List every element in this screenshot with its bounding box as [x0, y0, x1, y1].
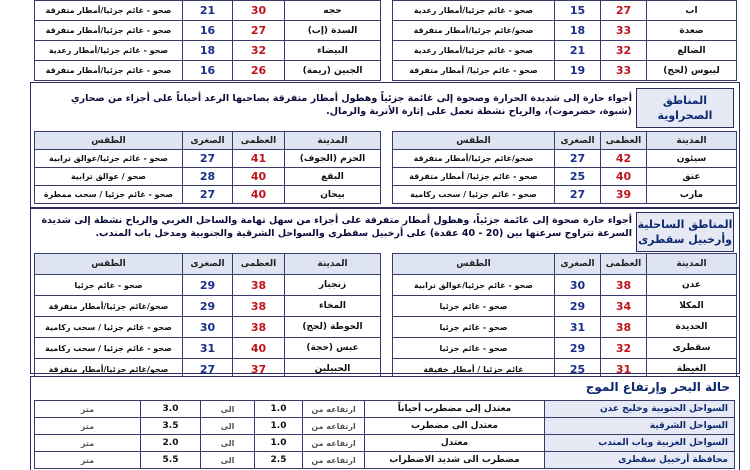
high-temp-cell: 32 [601, 41, 647, 61]
weather-cell: صحو/غائم جزئيا/أمطار متفرقة [35, 359, 183, 380]
low-header: الصغرى [555, 254, 601, 275]
table-row [393, 150, 737, 168]
city-cell: الضالع [647, 41, 737, 61]
sea-state-cell: معتدل إلى مضطرب أحياناً [365, 401, 545, 418]
table-row [35, 186, 381, 204]
sea-to-label: الى [201, 435, 255, 452]
weather-cell: صحو - غائم جزئيا / سحب ركامية [35, 317, 183, 338]
high-header: العظمى [233, 132, 285, 150]
weather-header: الطقس [35, 254, 183, 275]
table-row [35, 21, 381, 41]
weather-cell: صحو - غائم جزئيا/عوالق ترابية [393, 275, 555, 296]
table-row [35, 275, 381, 296]
table-row [393, 168, 737, 186]
table-row [35, 317, 381, 338]
high-temp-cell: 33 [601, 61, 647, 81]
city-header: المدينة [647, 132, 737, 150]
sea-from-value: 2.5 [255, 452, 303, 469]
table-row [35, 1, 381, 21]
low-header: الصغرى [183, 254, 233, 275]
weather-cell: صحو - غائم جزئيا / سحب ممطرة [35, 186, 183, 204]
table-row [393, 296, 737, 317]
city-cell: بيحان [285, 186, 381, 204]
weather-cell: صحو / عوالق ترابية [35, 168, 183, 186]
low-temp-cell: 15 [555, 1, 601, 21]
city-cell: عدن [647, 275, 737, 296]
high-temp-cell: 33 [601, 21, 647, 41]
sea-title: حالة البحر وإرتفاع الموج [585, 380, 730, 394]
city-cell: البيضاء [285, 41, 381, 61]
coastal-right-table [392, 253, 737, 380]
header-row [35, 132, 381, 150]
high-temp-cell: 38 [233, 275, 285, 296]
weather-cell: صحو - غائم جزئيا [393, 338, 555, 359]
weather-cell: صحو - غائم جزئيا/عوالق ترابية [35, 150, 183, 168]
high-temp-cell: 34 [601, 296, 647, 317]
low-temp-cell: 27 [183, 359, 233, 380]
sea-to-label: الى [201, 418, 255, 435]
low-temp-cell: 27 [183, 186, 233, 204]
city-cell: الحديدة [647, 317, 737, 338]
weather-cell: صحو/غائم جزئيا/أمطار متفرقة [35, 296, 183, 317]
low-temp-cell: 30 [555, 275, 601, 296]
sea-table [34, 400, 735, 469]
weather-cell: صحو - غائم جزئيا/أمطار رعدية [393, 1, 555, 21]
low-temp-cell: 31 [555, 317, 601, 338]
high-header: العظمى [601, 254, 647, 275]
sea-area-cell: السواحل الغربية وباب المندب [545, 435, 735, 452]
sea-area-cell: السواحل الجنوبية وخليج عدن [545, 401, 735, 418]
high-header: العظمى [601, 132, 647, 150]
sea-unit: متر [35, 401, 141, 418]
low-temp-cell: 31 [183, 338, 233, 359]
weather-cell: صحو - غائم جزئيا/أمطار متفرقة [35, 21, 183, 41]
table-row [35, 168, 381, 186]
high-temp-cell: 38 [601, 275, 647, 296]
weather-cell: صحو - غائم جزئيا/ أمطار متفرقة [393, 168, 555, 186]
high-temp-cell: 38 [233, 296, 285, 317]
sea-row [35, 418, 735, 435]
table-row [393, 61, 737, 81]
high-temp-cell: 31 [601, 359, 647, 380]
low-temp-cell: 27 [555, 150, 601, 168]
low-temp-cell: 25 [555, 168, 601, 186]
table-row [35, 338, 381, 359]
sea-state-cell: معتدل الى مضطرب [365, 418, 545, 435]
weather-cell: صحو - غائم جزئيا [35, 275, 183, 296]
weather-cell: صحو/غائم جزئيا/أمطار متفرقة [393, 21, 555, 41]
header-row [35, 254, 381, 275]
sea-row [35, 401, 735, 418]
high-temp-cell: 27 [601, 1, 647, 21]
top-left-table [34, 0, 381, 81]
city-cell: الغيظة [647, 359, 737, 380]
low-header: الصغرى [183, 132, 233, 150]
table-row [393, 21, 737, 41]
high-temp-cell: 32 [601, 338, 647, 359]
table-row [35, 150, 381, 168]
sea-from-label: ارتفاعه من [303, 435, 365, 452]
table-row [393, 317, 737, 338]
high-temp-cell: 27 [233, 21, 285, 41]
city-cell: الحوطة (لحج) [285, 317, 381, 338]
low-temp-cell: 21 [555, 41, 601, 61]
city-header: المدينة [285, 132, 381, 150]
sea-state-cell: معتدل [365, 435, 545, 452]
low-temp-cell: 27 [183, 150, 233, 168]
desert-label: المناطق الصحراوية [636, 88, 734, 128]
low-temp-cell: 29 [183, 275, 233, 296]
sea-from-value: 1.0 [255, 435, 303, 452]
weather-cell: صحو - غائم جزئيا/أمطار متفرقة [35, 1, 183, 21]
high-temp-cell: 40 [233, 186, 285, 204]
coastal-left-table [34, 253, 381, 380]
weather-cell: صحو - غائم جزئيا/أمطار رعدية [393, 41, 555, 61]
weather-cell: صحو - غائم جزئيا / سحب ركامية [393, 186, 555, 204]
city-cell: عتق [647, 168, 737, 186]
low-temp-cell: 25 [555, 359, 601, 380]
low-temp-cell: 18 [555, 21, 601, 41]
city-cell: الجبين (ريمة) [285, 61, 381, 81]
sea-area-cell: السواحل الشرقية [545, 418, 735, 435]
city-cell: سيئون [647, 150, 737, 168]
city-cell: زنجبار [285, 275, 381, 296]
table-row [393, 1, 737, 21]
sea-row [35, 435, 735, 452]
high-temp-cell: 38 [233, 317, 285, 338]
table-row [393, 275, 737, 296]
city-cell: المكلا [647, 296, 737, 317]
header-row [393, 132, 737, 150]
high-temp-cell: 40 [233, 168, 285, 186]
low-temp-cell: 30 [183, 317, 233, 338]
sea-to-label: الى [201, 452, 255, 469]
sea-unit: متر [35, 435, 141, 452]
low-header: الصغرى [555, 132, 601, 150]
sea-to-label: الى [201, 401, 255, 418]
city-cell: البقع [285, 168, 381, 186]
high-temp-cell: 42 [601, 150, 647, 168]
sea-from-value: 1.0 [255, 401, 303, 418]
coastal-label: المناطق الساحلية وأرخبيل سقطرى [636, 212, 734, 252]
high-temp-cell: 40 [601, 168, 647, 186]
low-temp-cell: 18 [183, 41, 233, 61]
high-temp-cell: 40 [233, 338, 285, 359]
table-row [393, 338, 737, 359]
city-cell: اب [647, 1, 737, 21]
low-temp-cell: 29 [555, 338, 601, 359]
sea-state-cell: مضطرب الى شديد الاضطراب [365, 452, 545, 469]
sea-from-value: 1.0 [255, 418, 303, 435]
low-temp-cell: 21 [183, 1, 233, 21]
sea-to-value: 3.5 [141, 418, 201, 435]
low-temp-cell: 16 [183, 21, 233, 41]
high-temp-cell: 30 [233, 1, 285, 21]
city-cell: الحبيلين [285, 359, 381, 380]
city-cell: حجه [285, 1, 381, 21]
city-cell: المخاء [285, 296, 381, 317]
city-cell: الحزم (الجوف) [285, 150, 381, 168]
high-temp-cell: 38 [601, 317, 647, 338]
table-row [393, 186, 737, 204]
sea-from-label: ارتفاعه من [303, 401, 365, 418]
sea-from-label: ارتفاعه من [303, 452, 365, 469]
coastal-description: أجواء حارة صحوة إلى غائمة جزئياً، وهطول أمطار متفرقة على أجزاء من سهل تهامة والساحل الغربي والرياح نشطة إلى شديدة السرعة تتراوح سرعتها بين (20 - 40 عقدة) على أرخبيل سقطرى والسواحل الشرقية والجنوبية ومدخل باب المندب. [41, 215, 632, 239]
high-temp-cell: 41 [233, 150, 285, 168]
weather-cell: غائم جزئيا / أمطار خفيفة [393, 359, 555, 380]
city-cell: السدة (إب) [285, 21, 381, 41]
table-row [35, 41, 381, 61]
sea-row [35, 452, 735, 469]
high-temp-cell: 39 [601, 186, 647, 204]
sea-unit: متر [35, 418, 141, 435]
top-right-table [392, 0, 737, 81]
table-row [393, 41, 737, 61]
weather-header: الطقس [393, 254, 555, 275]
city-cell: مارب [647, 186, 737, 204]
low-temp-cell: 28 [183, 168, 233, 186]
weather-header: الطقس [35, 132, 183, 150]
city-cell: ليبوس (لحج) [647, 61, 737, 81]
sea-to-value: 3.0 [141, 401, 201, 418]
weather-cell: صحو - غائم جزئيا [393, 296, 555, 317]
high-temp-cell: 26 [233, 61, 285, 81]
low-temp-cell: 19 [555, 61, 601, 81]
low-temp-cell: 27 [555, 186, 601, 204]
sea-to-value: 5.5 [141, 452, 201, 469]
weather-cell: صحو - غائم جزئيا/أمطار رعدية [35, 41, 183, 61]
high-temp-cell: 37 [233, 359, 285, 380]
city-cell: صعدة [647, 21, 737, 41]
high-header: العظمى [233, 254, 285, 275]
high-temp-cell: 32 [233, 41, 285, 61]
city-cell: عبس (حجة) [285, 338, 381, 359]
desert-left-table [34, 131, 381, 204]
sea-from-label: ارتفاعه من [303, 418, 365, 435]
header-row [393, 254, 737, 275]
city-header: المدينة [647, 254, 737, 275]
table-row [35, 296, 381, 317]
weather-cell: صحو - غائم جزئيا [393, 317, 555, 338]
table-row [35, 61, 381, 81]
weather-cell: صحو - غائم جزئيا/ أمطار متفرقة [393, 61, 555, 81]
city-cell: سقطرى [647, 338, 737, 359]
sea-area-cell: محافظة أرخبيل سقطرى [545, 452, 735, 469]
desert-description: أجواء حارة إلى شديدة الحرارة وصحوة إلى غائمة جزئياً وهطول أمطار متفرقة يصاحبها الرعد أحياناً على أجزاء من صحاري (شبوة، حضرموت)، والرياح نشطة تعمل على إثارة الأتربة والرمال. [70, 93, 632, 117]
weather-cell: صحو/غائم جزئيا/أمطار متفرقة [393, 150, 555, 168]
weather-cell: صحو - غائم جزئيا / سحب ركامية [35, 338, 183, 359]
weather-header: الطقس [393, 132, 555, 150]
weather-cell: صحو - غائم جزئيا/أمطار متفرقة [35, 61, 183, 81]
sea-unit: متر [35, 452, 141, 469]
low-temp-cell: 29 [183, 296, 233, 317]
low-temp-cell: 29 [555, 296, 601, 317]
desert-right-table [392, 131, 737, 204]
sea-to-value: 2.0 [141, 435, 201, 452]
low-temp-cell: 16 [183, 61, 233, 81]
city-header: المدينة [285, 254, 381, 275]
